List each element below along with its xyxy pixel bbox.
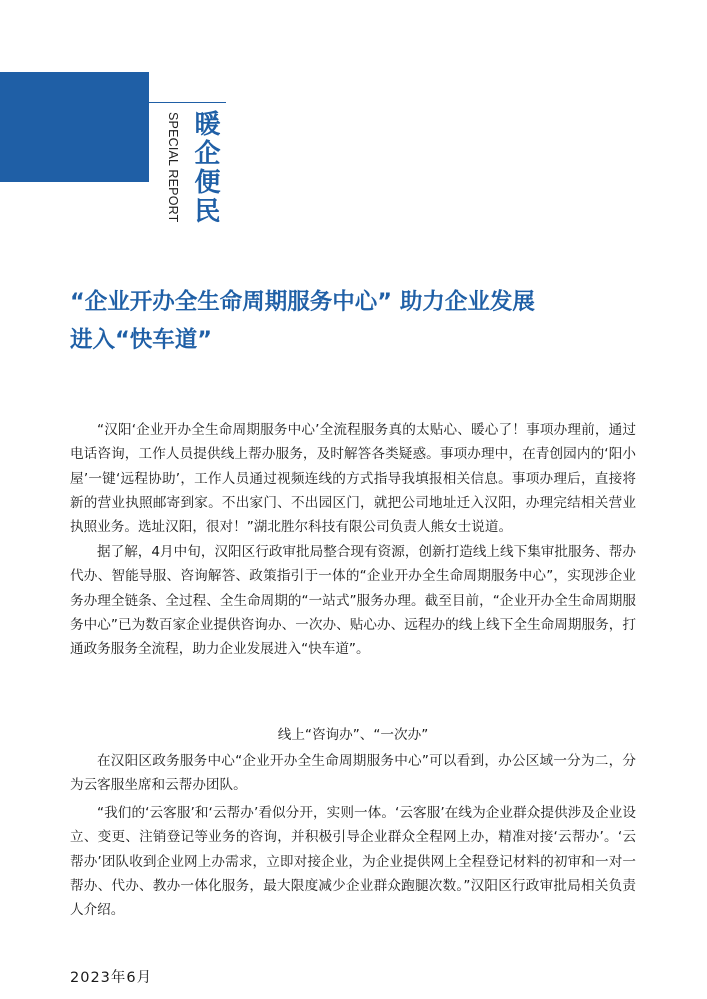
article-paragraph-1: “汉阳‘企业开办全生命周期服务中心’全流程服务真的太贴心、暖心了！事项办理前，通过电话咨询，工作人员提供线上帮办服务，及时解答各类疑惑。事项办理中，在青创园内的‘阳小屋’一键‘远程协助’，工作人员通过视频连线的方式指导我填报相关信息。事项办理后，直接将新的营业执照邮寄到家。不出家门、不出园区门，就把公司地址迁入汉阳，办理完结相关营业执照业务。选址汉阳，很对！”湖北胜尔科技有限公司负责人熊女士说道。: [70, 422, 636, 536]
article-title-line-1: “企业开办全生命周期服务中心” 助力企业发展: [70, 289, 535, 315]
section-label-en: SPECIAL REPORT: [166, 112, 180, 223]
article-title-line-2: 进入“快车道”: [70, 327, 213, 353]
issue-date: 2023年6月: [70, 970, 153, 986]
section-label-cn: 暖企便民: [190, 110, 220, 226]
article-paragraph-3: 在汉阳区政务服务中心“企业开办全生命周期服务中心”可以看到，办公区域一分为二，分为云客服坐席和云帮办团队。: [70, 753, 636, 794]
header-color-block: [0, 72, 149, 182]
article-subheading: 线上“咨询办”、“一次办”: [277, 727, 429, 743]
article-paragraph-4: “我们的‘云客服’和‘云帮办’看似分开，实则一体。‘云客服’在线为企业群众提供涉及企业设立、变更、注销登记等业务的咨询，并积极引导企业群众全程网上办，精准对接‘云帮办’。‘云帮办’团队收到企业网上办需求，立即对接企业，为企业提供网上全程登记材料的初审和一对一帮办、代办、教办一体化服务，最大限度减少企业群众跑腿次数。”汉阳区行政审批局相关负责人介绍。: [70, 805, 636, 919]
article-paragraph-2: 据了解，4月中旬，汉阳区行政审批局整合现有资源，创新打造线上线下集审批服务、帮办代办、智能导服、咨询解答、政策指引于一体的“企业开办全生命周期服务中心”，实现涉企业务办理全链条、全过程、全生命周期的“一站式”服务办理。截至目前，“企业开办全生命周期服务中心”已为数百家企业提供咨询办、一次办、贴心办、远程办的线上线下全生命周期服务，打通政务服务全流程，助力企业发展进入“快车道”。: [70, 544, 636, 658]
header-divider: [149, 102, 226, 103]
article-title: [70, 283, 650, 359]
